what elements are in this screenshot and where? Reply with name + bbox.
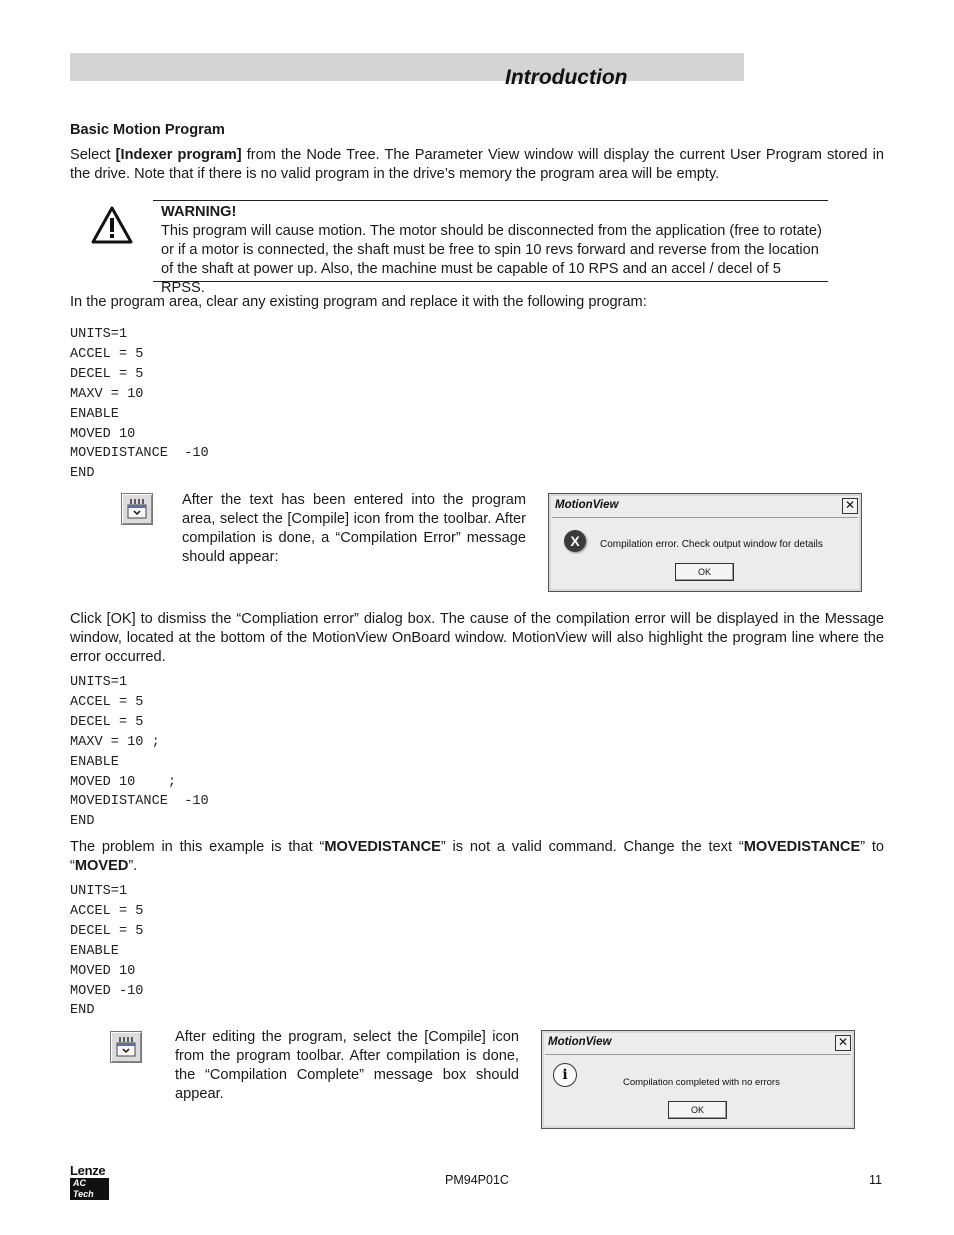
problem-paragraph — [70, 838, 884, 876]
ok-button[interactable]: OK — [668, 1101, 727, 1119]
warning-text: This program will cause motion. The motor should be disconnected from the application (free to rotate) or if a motor is connected, the shaft must be free to spin 10 revs forward and reverse from the location of the shaft at power up. Also, the machine must be capable of 10 RPS and an accel / decel of 5 RPSS. — [161, 223, 822, 296]
ok-button[interactable]: OK — [675, 563, 734, 581]
code-block-1: UNITS=1 ACCEL = 5 DECEL = 5 MAXV = 10 ENABLE MOVED 10 MOVEDISTANCE -10 END — [70, 327, 209, 482]
intro-bold: [Indexer program] — [115, 147, 242, 163]
header-bar — [70, 53, 744, 81]
dialog-separator — [552, 517, 858, 518]
compile-instruction-1: After the text has been entered into the program area, select the [Compile] icon from the toolbar. After compilation is done, a “Compilation Error” message should appear: — [182, 492, 526, 565]
intro-text-pre: Select — [70, 147, 116, 163]
problem-text-4: ”. — [128, 858, 138, 874]
intro-paragraph — [70, 146, 884, 184]
dialog-message: Compilation error. Check output window for details — [600, 539, 823, 550]
close-icon[interactable]: ✕ — [835, 1035, 851, 1051]
lenze-logo — [70, 1164, 109, 1200]
intro-text-post: from the Node Tree. The Parameter View window will display the current User Program stored in the drive. Note that if there is no valid program in the drive’s memory the program area will be empty. — [70, 147, 884, 182]
warning-triangle-icon — [90, 205, 134, 249]
problem-text-2: ” is not a valid command. Change the text “ — [440, 839, 744, 855]
warning-box — [153, 200, 828, 296]
error-icon: X — [564, 530, 586, 552]
page-number: 11 — [869, 1173, 882, 1187]
compile-instruction-2: After editing the program, select the [Compile] icon from the program toolbar. After compilation is done, the “Compilation Complete” message box should appear. — [175, 1029, 519, 1102]
bold-movedistance-1: MOVEDISTANCE — [324, 839, 441, 855]
compilation-complete-dialog — [541, 1030, 855, 1129]
close-icon[interactable]: ✕ — [842, 498, 858, 514]
code-block-3: UNITS=1 ACCEL = 5 DECEL = 5 ENABLE MOVED 10 MOVED -10 END — [70, 884, 144, 1019]
document-id: PM94P01C — [445, 1173, 509, 1187]
problem-text-1: The problem in this example is that “ — [70, 839, 325, 855]
section-title: Basic Motion Program — [70, 122, 225, 138]
dialog-separator — [545, 1054, 851, 1055]
dialog-title: MotionView — [548, 1036, 612, 1048]
bold-moved: MOVED — [74, 858, 129, 874]
dialog-message: Compilation completed with no errors — [623, 1077, 780, 1088]
bold-movedistance-2: MOVEDISTANCE — [743, 839, 861, 855]
page-title: Introduction — [505, 66, 628, 89]
info-icon: i — [553, 1063, 577, 1087]
warning-title: WARNING! — [161, 204, 237, 220]
compile-icon[interactable] — [121, 493, 153, 525]
problem-text-3: ” to “ — [70, 839, 885, 874]
explanation-paragraph: Click [OK] to dismiss the “Compliation error” dialog box. The cause of the compilation error will be displayed in the Message window, located at the bottom of the MotionView OnBoard window. MotionView will also highlight the program line where the error occurred. — [70, 611, 884, 665]
compilation-error-dialog — [548, 493, 862, 592]
code-block-2: UNITS=1 ACCEL = 5 DECEL = 5 MAXV = 10 ; ENABLE MOVED 10 ; MOVEDISTANCE -10 END — [70, 675, 209, 830]
logo-actech-text: AC Tech — [70, 1178, 109, 1200]
dialog-title: MotionView — [555, 499, 619, 511]
logo-lenze-text: Lenze — [70, 1163, 106, 1178]
compile-icon[interactable] — [110, 1031, 142, 1063]
instruction-text: In the program area, clear any existing program and replace it with the following program: — [70, 294, 647, 310]
